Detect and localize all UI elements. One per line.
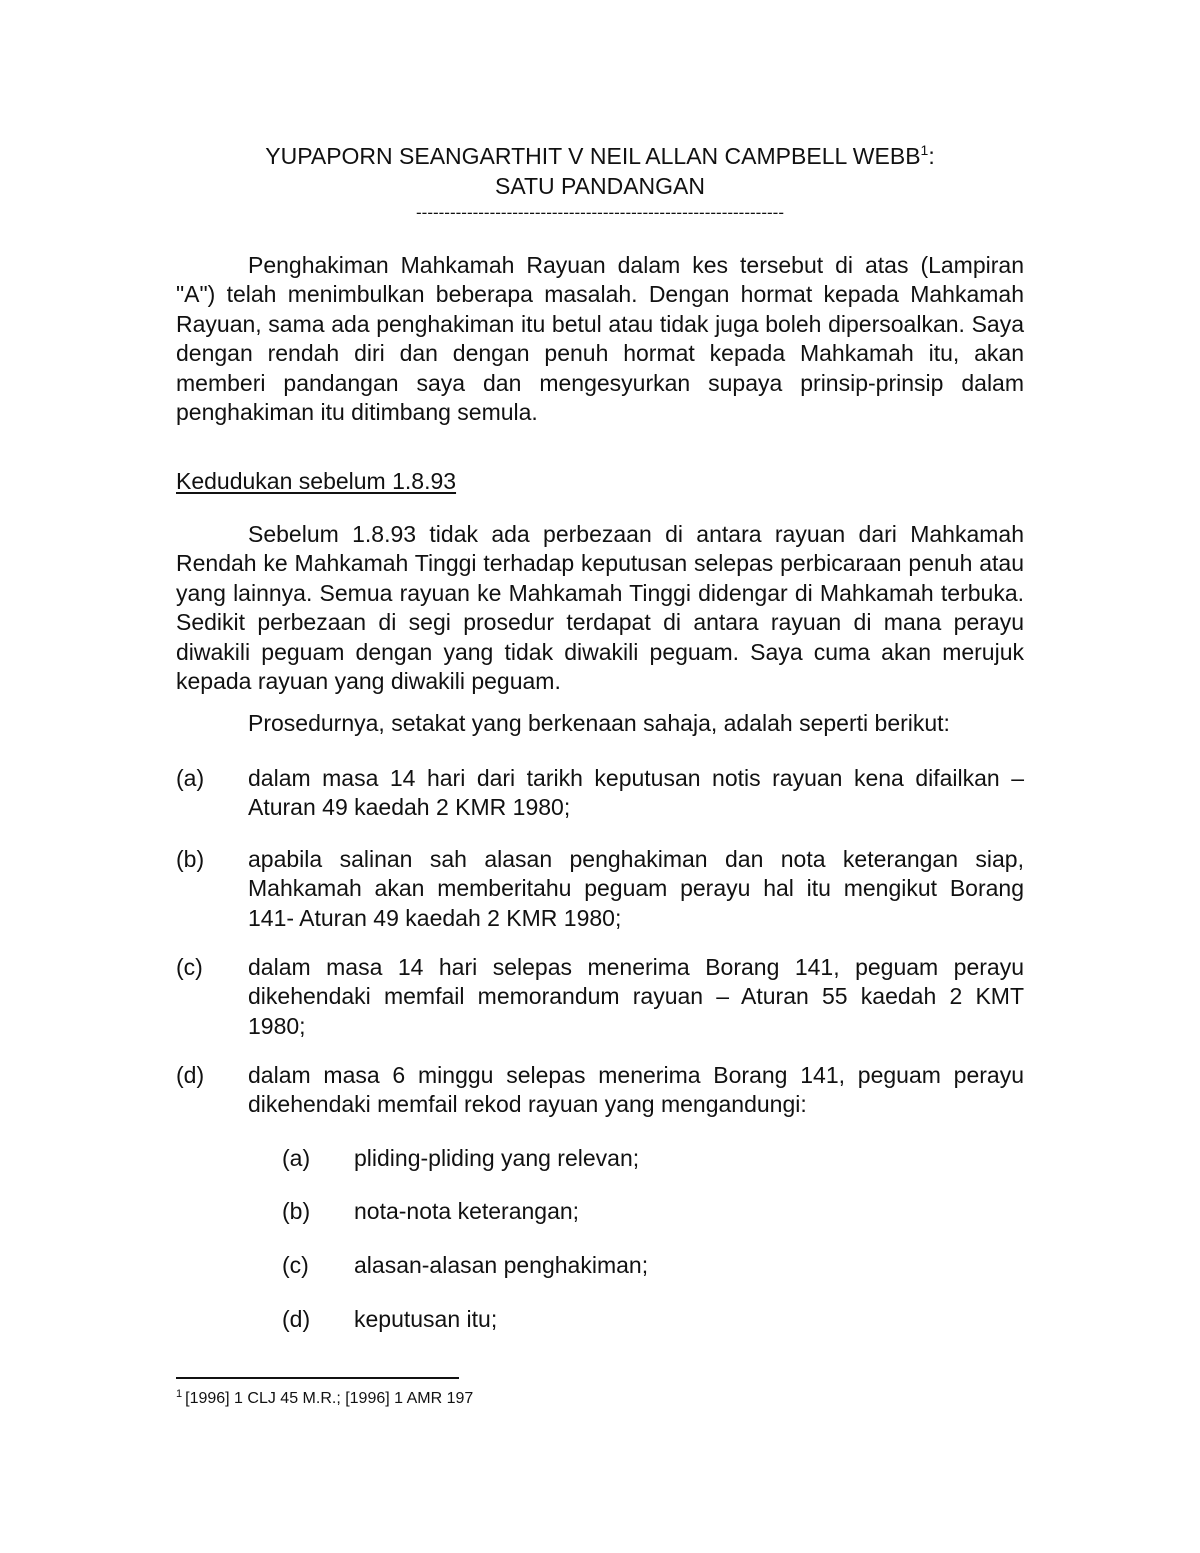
footnote — [176, 1388, 473, 1410]
list-item — [176, 845, 1024, 933]
sub-list-item-text: pliding-pliding yang relevan; — [354, 1145, 640, 1171]
intro-paragraph: Penghakiman Mahkamah Rayuan dalam kes tersebut di atas (Lampiran "A") telah menimbulkan beberapa masalah. Dengan hormat kepada Mahkamah Rayuan, sama ada penghakiman itu betul atau tidak juga boleh dipersoalkan. Saya dengan rendah diri dan dengan penuh hormat kepada Mahkamah itu, akan memberi pandangan saya dan mengesyurkan supaya prinsip-prinsip dalam penghakiman itu ditimbang semula. — [176, 252, 1024, 426]
sub-list-item — [282, 1143, 639, 1173]
list-item-text: dalam masa 14 hari selepas menerima Borang 141, peguam perayu dikehendaki memfail memorandum rayuan – Aturan 55 kaedah 2 KMT 1980; — [248, 954, 1024, 1039]
footnote-separator — [176, 1377, 459, 1379]
list-item — [176, 1061, 1024, 1120]
list-item-label: (a) — [176, 765, 205, 791]
title-dashed-rule: ----------------------------------------------------------------- — [416, 203, 784, 222]
sub-list-item — [282, 1250, 648, 1280]
footnote-reference: 1 — [920, 142, 929, 158]
list-item-text: apabila salinan sah alasan penghakiman dan nota keterangan siap, Mahkamah akan memberitahu peguam perayu hal itu mengikut Borang 141- Aturan 49 kaedah 2 KMR 1980; — [248, 846, 1024, 931]
list-item-label: (b) — [176, 846, 205, 872]
footnote-text: [1996] 1 CLJ 45 M.R.; [1996] 1 AMR 197 — [185, 1390, 474, 1407]
list-item-label: (d) — [176, 1062, 205, 1088]
list-item — [176, 764, 1024, 823]
sub-list-item — [282, 1304, 497, 1334]
sub-list-item-label: (a) — [282, 1145, 311, 1171]
sub-list-item-label: (d) — [282, 1306, 311, 1332]
sub-list-item-label: (b) — [282, 1198, 311, 1224]
sub-list-item-text: keputusan itu; — [354, 1306, 498, 1332]
sub-list-item-text: nota-nota keterangan; — [354, 1198, 580, 1224]
section-paragraph: Sebelum 1.8.93 tidak ada perbezaan di antara rayuan dari Mahkamah Rendah ke Mahkamah Tinggi terhadap keputusan selepas perbicaraan penuh atau yang lainnya. Semua rayuan ke Mahkamah Tinggi didengar di Mahkamah terbuka. Sedikit perbezaan di segi prosedur terdapat di antara rayuan di mana perayu diwakili peguam dengan yang tidak diwakili peguam. Saya cuma akan merujuk kepada rayuan yang diwakili peguam. — [176, 521, 1024, 695]
footnote-number: 1 — [176, 1388, 183, 1400]
sub-list-item-label: (c) — [282, 1252, 309, 1278]
list-item-label: (c) — [176, 954, 203, 980]
title-text: YUPAPORN SEANGARTHIT V NEIL ALLAN CAMPBELL WEBB — [265, 143, 921, 169]
document-title-line-1 — [176, 141, 1024, 171]
procedure-intro: Prosedurnya, setakat yang berkenaan sahaja, adalah seperti berikut: — [248, 710, 950, 736]
list-item-text: dalam masa 14 hari dari tarikh keputusan notis rayuan kena difailkan – Aturan 49 kaedah 2 KMR 1980; — [248, 765, 1024, 821]
sub-list-item-text: alasan-alasan penghakiman; — [354, 1252, 649, 1278]
section-heading: Kedudukan sebelum 1.8.93 — [176, 468, 457, 494]
document-title-line-2: SATU PANDANGAN — [494, 173, 705, 199]
title-suffix: : — [928, 143, 935, 169]
list-item-text: dalam masa 6 minggu selepas menerima Borang 141, peguam perayu dikehendaki memfail rekod rayuan yang mengandungi: — [248, 1062, 1024, 1118]
sub-list-item — [282, 1196, 579, 1226]
list-item — [176, 953, 1024, 1041]
